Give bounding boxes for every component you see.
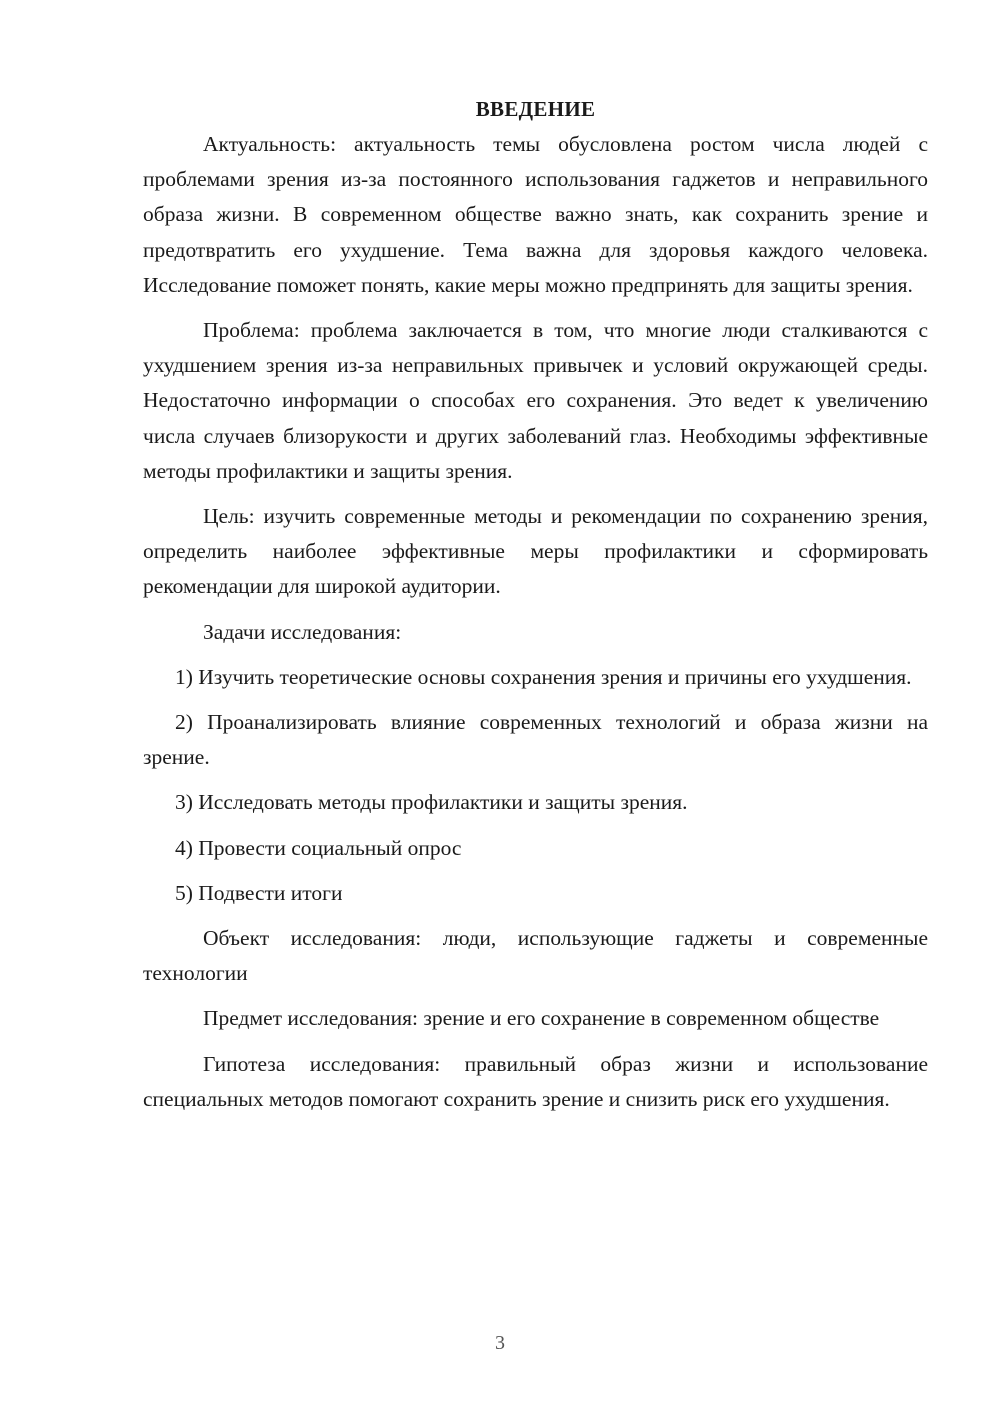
task-item-2: 2) Проанализировать влияние современных технологий и образа жизни на зрение. (143, 710, 928, 770)
task-item-1: 1) Изучить теоретические основы сохранения зрения и причины его ухудшения. (175, 664, 912, 689)
document-page (143, 92, 928, 1117)
hypothesis-paragraph: Гипотеза исследования: правильный образ жизни и использование специальных методов помогают сохранить зрение и снизить риск его ухудшения. (143, 1051, 928, 1111)
goal-paragraph: Цель: изучить современные методы и рекомендации по сохранению зрения, определить наиболее эффективные меры профилактики и сформировать рекомендации для широкой аудитории. (143, 504, 928, 599)
tasks-heading: Задачи исследования: (203, 619, 402, 644)
page-number: 3 (495, 1332, 505, 1354)
task-item-5: 5) Подвести итоги (175, 880, 343, 905)
task-item-4: 4) Провести социальный опрос (175, 835, 462, 860)
subject-paragraph: Предмет исследования: зрение и его сохранение в современном обществе (203, 1006, 880, 1031)
page-title: ВВЕДЕНИЕ (475, 97, 596, 121)
object-paragraph: Объект исследования: люди, использующие гаджеты и современные технологии (143, 926, 928, 986)
problem-paragraph: Проблема: проблема заключается в том, что многие люди сталкиваются с ухудшением зрения из-за неправильных привычек и условий окружающей среды. Недостаточно информации о способах его сохранения. Это ведет к увеличению числа случаев близорукости и других заболеваний глаз. Необходимы эффективные методы профилактики и защиты зрения. (143, 318, 928, 483)
relevance-paragraph: Актуальность: актуальность темы обусловлена ростом числа людей с проблемами зрения из-за постоянного использования гаджетов и неправильного образа жизни. В современном обществе важно знать, как сохранить зрение и предотвратить его ухудшение. Тема важна для здоровья каждого человека. Исследование поможет понять, какие меры можно предпринять для защиты зрения. (143, 132, 928, 297)
task-item-3: 3) Исследовать методы профилактики и защиты зрения. (175, 790, 688, 815)
